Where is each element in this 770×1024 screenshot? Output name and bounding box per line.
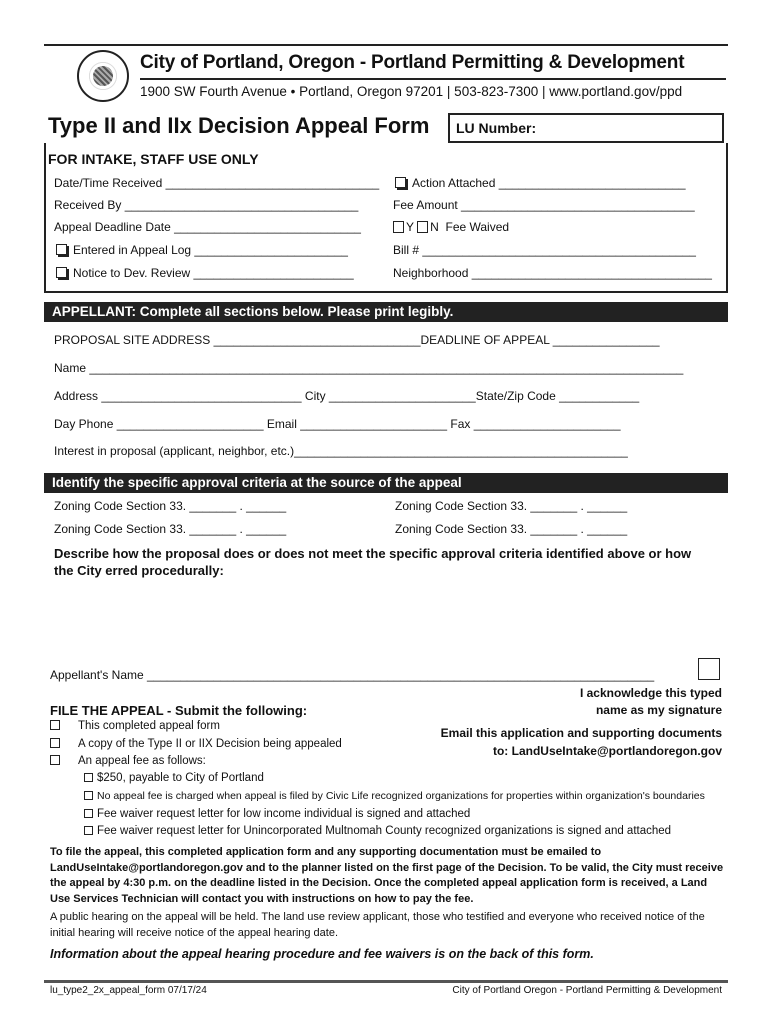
fee-option-checkbox[interactable] (84, 826, 93, 835)
file-item-label: A copy of the Type II or IIX Decision being appealed (78, 738, 342, 750)
action-row (395, 176, 686, 190)
fee-waived-n-checkbox[interactable] (417, 221, 428, 233)
ack-line-2: name as my signature (595, 703, 722, 717)
intake-heading: FOR INTAKE, STAFF USE ONLY (48, 151, 259, 167)
address-field[interactable]: Address ______________________________ City ______________________State/Zip Code ____________ (54, 389, 640, 403)
fee-waived-y-label: Y (406, 220, 414, 234)
fee-option (84, 808, 470, 820)
fee-waived-y-checkbox[interactable] (393, 221, 404, 233)
email-instruction-1: Email this application and supporting documents (440, 726, 722, 740)
fee-waived-label: Fee Waived (445, 220, 510, 234)
zoning-code-2[interactable]: Zoning Code Section 33. _______ . ______ (395, 499, 628, 513)
org-name: City of Portland, Oregon - Portland Permitting & Development (140, 52, 685, 73)
fee-waived-row (393, 220, 509, 234)
fee-option-label: Fee waiver request letter for Unincorporated Multnomah County recognized organizations is signed and attached (97, 825, 672, 837)
fee-option-label: $250, payable to City of Portland (97, 772, 264, 784)
date-time-received-field[interactable]: Date/Time Received ________________________________ (54, 176, 380, 190)
org-address: 1900 SW Fourth Avenue • Portland, Oregon 97201 | 503-823-7300 | www.portland.gov/ppd (140, 84, 683, 99)
fee-option (84, 772, 264, 784)
fee-waived-n-label: N (430, 220, 439, 234)
phone-email-fax-field[interactable]: Day Phone ______________________ Email ______________________ Fax ______________________ (54, 417, 621, 431)
file-item-label: An appeal fee as follows: (78, 755, 206, 767)
signature-ack-checkbox[interactable] (698, 658, 720, 680)
zoning-code-1[interactable]: Zoning Code Section 33. _______ . ______ (54, 499, 287, 513)
neighborhood-field[interactable]: Neighborhood ____________________________________ (393, 266, 712, 280)
fee-option-checkbox[interactable] (84, 809, 93, 818)
top-rule (44, 44, 728, 46)
file-item (50, 720, 220, 732)
fee-amount-field[interactable]: Fee Amount ___________________________________ (393, 198, 695, 212)
site-address-field[interactable]: PROPOSAL SITE ADDRESS _______________________________DEADLINE OF APPEAL ________________ (54, 333, 660, 347)
bill-field[interactable]: Bill # _________________________________________ (393, 243, 696, 257)
header-rule (140, 78, 726, 80)
action-attached-checkbox[interactable] (395, 177, 406, 188)
fee-option (84, 825, 671, 837)
fee-option (84, 790, 705, 802)
received-by-field[interactable]: Received By ___________________________________ (54, 198, 359, 212)
email-instruction-2: to: LandUseIntake@portlandoregon.gov (492, 744, 722, 758)
fee-option-checkbox[interactable] (84, 773, 93, 782)
lu-number-field[interactable] (448, 113, 724, 143)
criteria-bar: Identify the specific approval criteria at the source of the appeal (44, 473, 728, 493)
file-item (50, 755, 206, 767)
back-of-form-note: Information about the appeal hearing procedure and fee waivers is on the back of this form. (50, 947, 594, 961)
appeal-log-checkbox[interactable] (56, 244, 67, 255)
file-item (50, 738, 342, 750)
appeal-log-field[interactable]: Entered in Appeal Log _______________________ (73, 243, 348, 257)
zoning-code-3[interactable]: Zoning Code Section 33. _______ . ______ (54, 522, 287, 536)
action-attached-field[interactable]: Action Attached ____________________________ (412, 176, 686, 190)
appellant-name-field[interactable]: Appellant's Name ____________________________________________________________________________ (50, 668, 655, 682)
file-heading: FILE THE APPEAL - Submit the following: (50, 703, 308, 718)
city-seal-icon (77, 50, 129, 102)
form-title: Type II and IIx Decision Appeal Form (48, 113, 430, 138)
lu-number-label: LU Number: (456, 120, 537, 136)
fee-option-label: No appeal fee is charged when appeal is filed by Civic Life recognized organizations for properties within organization's boundaries (97, 790, 705, 802)
file-item-checkbox[interactable] (50, 755, 60, 765)
footer-org: City of Portland Oregon - Portland Permitting & Development (452, 985, 722, 996)
footer-rule (44, 980, 728, 983)
dev-review-checkbox[interactable] (56, 267, 67, 278)
file-item-checkbox[interactable] (50, 738, 60, 748)
file-item-label: This completed appeal form (78, 720, 220, 732)
appellant-bar: APPELLANT: Complete all sections below. Please print legibly. (44, 302, 728, 322)
appeal-deadline-field[interactable]: Appeal Deadline Date ____________________________ (54, 220, 361, 234)
dev-review-field[interactable]: Notice to Dev. Review ________________________ (73, 266, 354, 280)
describe-textarea[interactable] (54, 585, 714, 655)
instructions-paragraph: To file the appeal, this completed application form and any supporting documentation must be emailed to LandUseIntake@portlandoregon.gov and to the planner listed on the first page of the Decision. To be valid, the City must receive the appeal by 4:30 p.m. on the deadline listed in the Decision. Once the completed appeal application form is received, a Land Use Services Technician will contact you with instructions on how to pay the fee. (50, 846, 724, 905)
ack-line-1: I acknowledge this typed (579, 686, 722, 700)
fee-option-label: Fee waiver request letter for low income individual is signed and attached (97, 808, 471, 820)
footer-form-id: lu_type2_2x_appeal_form 07/17/24 (50, 985, 207, 996)
name-field[interactable]: Name _________________________________________________________________________________________ (54, 361, 684, 375)
zoning-code-4[interactable]: Zoning Code Section 33. _______ . ______ (395, 522, 628, 536)
describe-prompt: Describe how the proposal does or does not meet the specific approval criteria identified above or how the City erred procedurally: (54, 546, 692, 578)
file-item-checkbox[interactable] (50, 720, 60, 730)
interest-field[interactable]: Interest in proposal (applicant, neighbor, etc.)__________________________________________________ (54, 444, 628, 458)
dev-review-row (56, 266, 354, 280)
appeal-log-row (56, 243, 348, 257)
hearing-paragraph: A public hearing on the appeal will be held. The land use review applicant, those who testified and everyone who received notice of the initial hearing will receive notice of the appeal hearing date. (50, 911, 705, 939)
fee-option-checkbox[interactable] (84, 791, 93, 800)
